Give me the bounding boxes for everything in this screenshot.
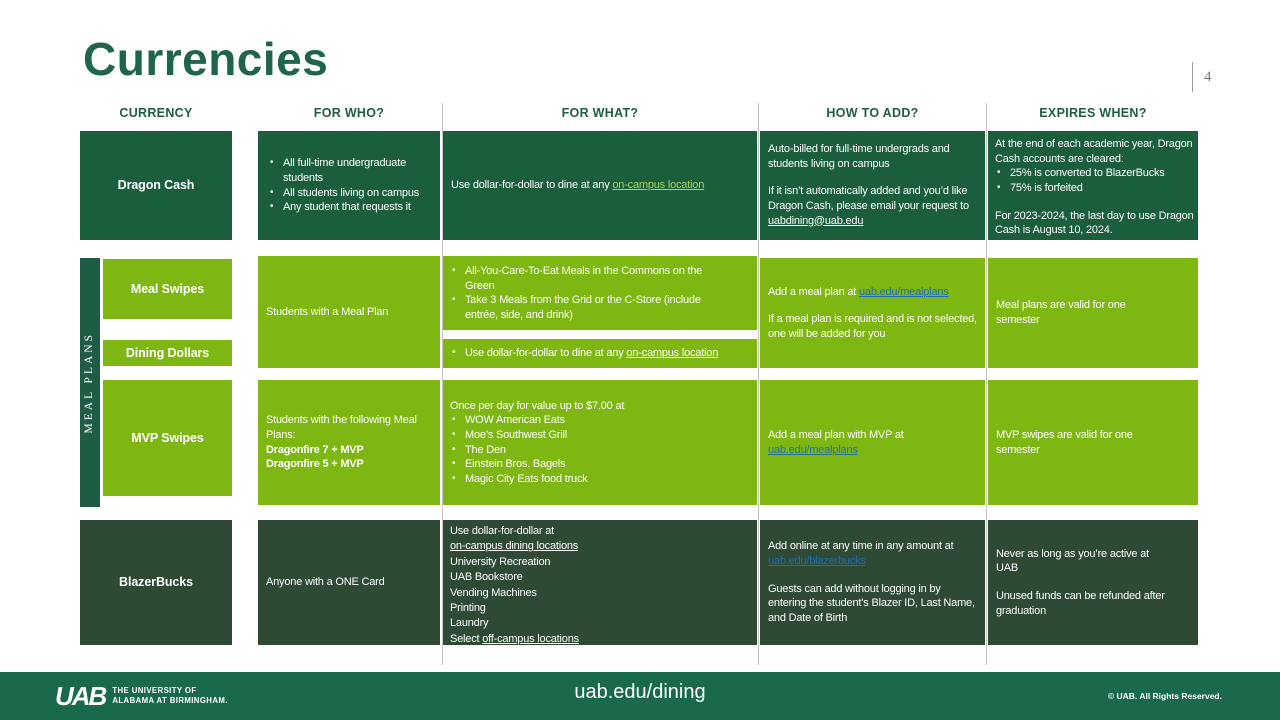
meal-plans-group-label: MEAL PLANS [83, 331, 96, 434]
paragraph: Meal plans are valid for one semester [996, 299, 1126, 326]
bullet-item: • All-You-Care-To-Eat Meals in the Commons on the Green [450, 264, 731, 293]
mvp-expires [988, 380, 1198, 505]
uab-logo-acronym: UAB [55, 681, 106, 711]
blazerbucks-expires [988, 520, 1198, 645]
text-line: Vending Machines [450, 586, 537, 599]
paragraph: MVP swipes are valid for one semester [996, 428, 1133, 456]
meal-plans-group-bar [80, 258, 100, 507]
meal-swipes-for-what [443, 256, 757, 330]
bullet-item: • All students living on campus [268, 186, 438, 201]
text: Add a meal plan at [768, 285, 859, 298]
blazerbucks-how-to-add [760, 520, 985, 645]
bullet-item: • 25% is converted to BlazerBucks [995, 166, 1194, 181]
dining-dollars-for-what [443, 339, 757, 368]
dragon-cash-expires [988, 131, 1198, 240]
text-line: Anyone with a ONE Card [266, 576, 385, 589]
column-header-currency: CURRENCY [119, 106, 193, 120]
mvp-for-what [443, 380, 757, 505]
page-number-value: 4 [1204, 68, 1212, 85]
column-divider [986, 103, 987, 665]
paragraph [768, 539, 977, 568]
mvp-how-to-add [760, 380, 985, 505]
spacer [768, 299, 977, 312]
uabdining-email-link[interactable]: uabdining@uab.edu [768, 214, 864, 227]
paragraph [768, 285, 977, 300]
on-campus-location-link[interactable]: on-campus location [626, 347, 719, 360]
text: Use dollar-for-dollar to dine at any [465, 347, 627, 360]
bullet-item: • WOW American Eats [450, 413, 751, 428]
blazerbucks-link[interactable]: uab.edu/blazerbucks [768, 555, 866, 568]
row-label-dragon-cash: Dragon Cash [80, 131, 232, 240]
spacer [768, 171, 977, 184]
spacer [996, 576, 1170, 589]
text: Add online at any time in any amount at [768, 540, 954, 553]
uab-logo-line2: ALABAMA AT BIRMINGHAM. [112, 696, 228, 705]
text: Use dollar-for-dollar to dine at any [451, 179, 613, 192]
page-number-divider [1192, 62, 1193, 92]
meal-plan-expires [988, 258, 1198, 368]
bullet-item: • 75% is forfeited [995, 181, 1194, 196]
blazerbucks-for-who [258, 520, 440, 645]
blazerbucks-for-what [443, 520, 757, 645]
text-line: Laundry [450, 617, 489, 630]
text-line: Once per day for value up to $7.00 at [450, 399, 625, 412]
column-header-for-who: FOR WHO? [313, 106, 385, 120]
column-header-how-to-add: HOW TO ADD? [826, 106, 919, 120]
mealplans-link[interactable]: uab.edu/mealplans [858, 285, 949, 298]
column-header-for-what: FOR WHAT? [561, 106, 639, 120]
paragraph [768, 428, 977, 457]
dragon-cash-how-to-add [760, 131, 985, 240]
dragon-cash-for-what [443, 131, 757, 240]
text: Add a meal plan with MVP at [768, 428, 904, 441]
text-line [450, 539, 751, 554]
text-line: Students with a Meal Plan [266, 305, 389, 318]
paragraph: Never as long as you’re active at UAB [996, 547, 1149, 575]
footer-copyright: © UAB. All Rights Reserved. [1107, 691, 1222, 701]
spacer [995, 196, 1194, 209]
text-line: Use dollar-for-dollar at [450, 525, 555, 537]
row-label-mvp-swipes: MVP Swipes [103, 380, 232, 496]
meal-plan-for-who [258, 256, 440, 368]
text-line [450, 632, 751, 647]
page-title: Currencies [83, 33, 329, 85]
text-line: University Recreation [450, 555, 551, 568]
column-header-expires-when: EXPIRES WHEN? [1039, 106, 1147, 120]
text-line: Printing [450, 601, 486, 614]
bullet-item: • The Den [450, 443, 751, 458]
row-label-dining-dollars: Dining Dollars [103, 340, 232, 366]
mealplans-link[interactable]: uab.edu/mealplans [768, 443, 858, 456]
bullet-item: • All full-time undergraduate students [268, 156, 438, 185]
bullet-item: • Einstein Bros. Bagels [450, 457, 751, 472]
bullet-item: • Any student that requests it [268, 200, 438, 215]
page-number [1192, 62, 1212, 92]
footer-url[interactable]: uab.edu/dining [574, 681, 706, 703]
meal-plan-name: Dragonfire 7 + MVP [266, 443, 364, 456]
text: If it isn’t automatically added and you’d like Dragon Cash, please email your request to [768, 185, 969, 212]
uab-logo-line1: THE UNIVERSITY OF [112, 686, 197, 696]
mvp-for-who [258, 380, 440, 505]
bullet-item: • Magic City Eats food truck [450, 472, 751, 487]
meal-plan-how-to-add [760, 258, 985, 368]
paragraph: Guests can add without logging in by entering the student’s Blazer ID, Last Name, and Date of Birth [768, 582, 975, 624]
text-line [451, 178, 749, 193]
row-label-meal-swipes: Meal Swipes [103, 259, 232, 319]
text-line: Students with the following Meal Plans: [266, 414, 417, 441]
text: Select [450, 632, 483, 645]
paragraph: At the end of each academic year, Dragon Cash accounts are cleared: [995, 138, 1193, 165]
meal-plan-name: Dragonfire 5 + MVP [266, 458, 364, 471]
paragraph: If a meal plan is required and is not selected, one will be added for you [768, 313, 977, 340]
column-divider [758, 103, 759, 665]
on-campus-dining-locations-link[interactable]: on-campus dining locations [450, 540, 579, 553]
row-label-blazerbucks: BlazerBucks [80, 520, 232, 645]
bullet-item: • Moe’s Southwest Grill [450, 428, 751, 443]
spacer [768, 569, 977, 582]
paragraph: Auto-billed for full-time undergrads and students living on campus [768, 143, 950, 170]
off-campus-locations-link[interactable]: off-campus locations [482, 632, 579, 645]
footer-bar [0, 672, 1280, 720]
dragon-cash-for-who [258, 131, 440, 240]
paragraph: Unused funds can be refunded after graduation [996, 590, 1165, 617]
bullet-item: • Take 3 Meals from the Grid or the C-Store (include entrée, side, and drink) [450, 293, 731, 322]
text-line: UAB Bookstore [450, 571, 523, 584]
paragraph [768, 184, 977, 228]
bullet-item [450, 346, 718, 361]
paragraph: For 2023-2024, the last day to use Dragon Cash is August 10, 2024. [995, 209, 1194, 237]
on-campus-location-link[interactable]: on-campus location [612, 179, 705, 192]
